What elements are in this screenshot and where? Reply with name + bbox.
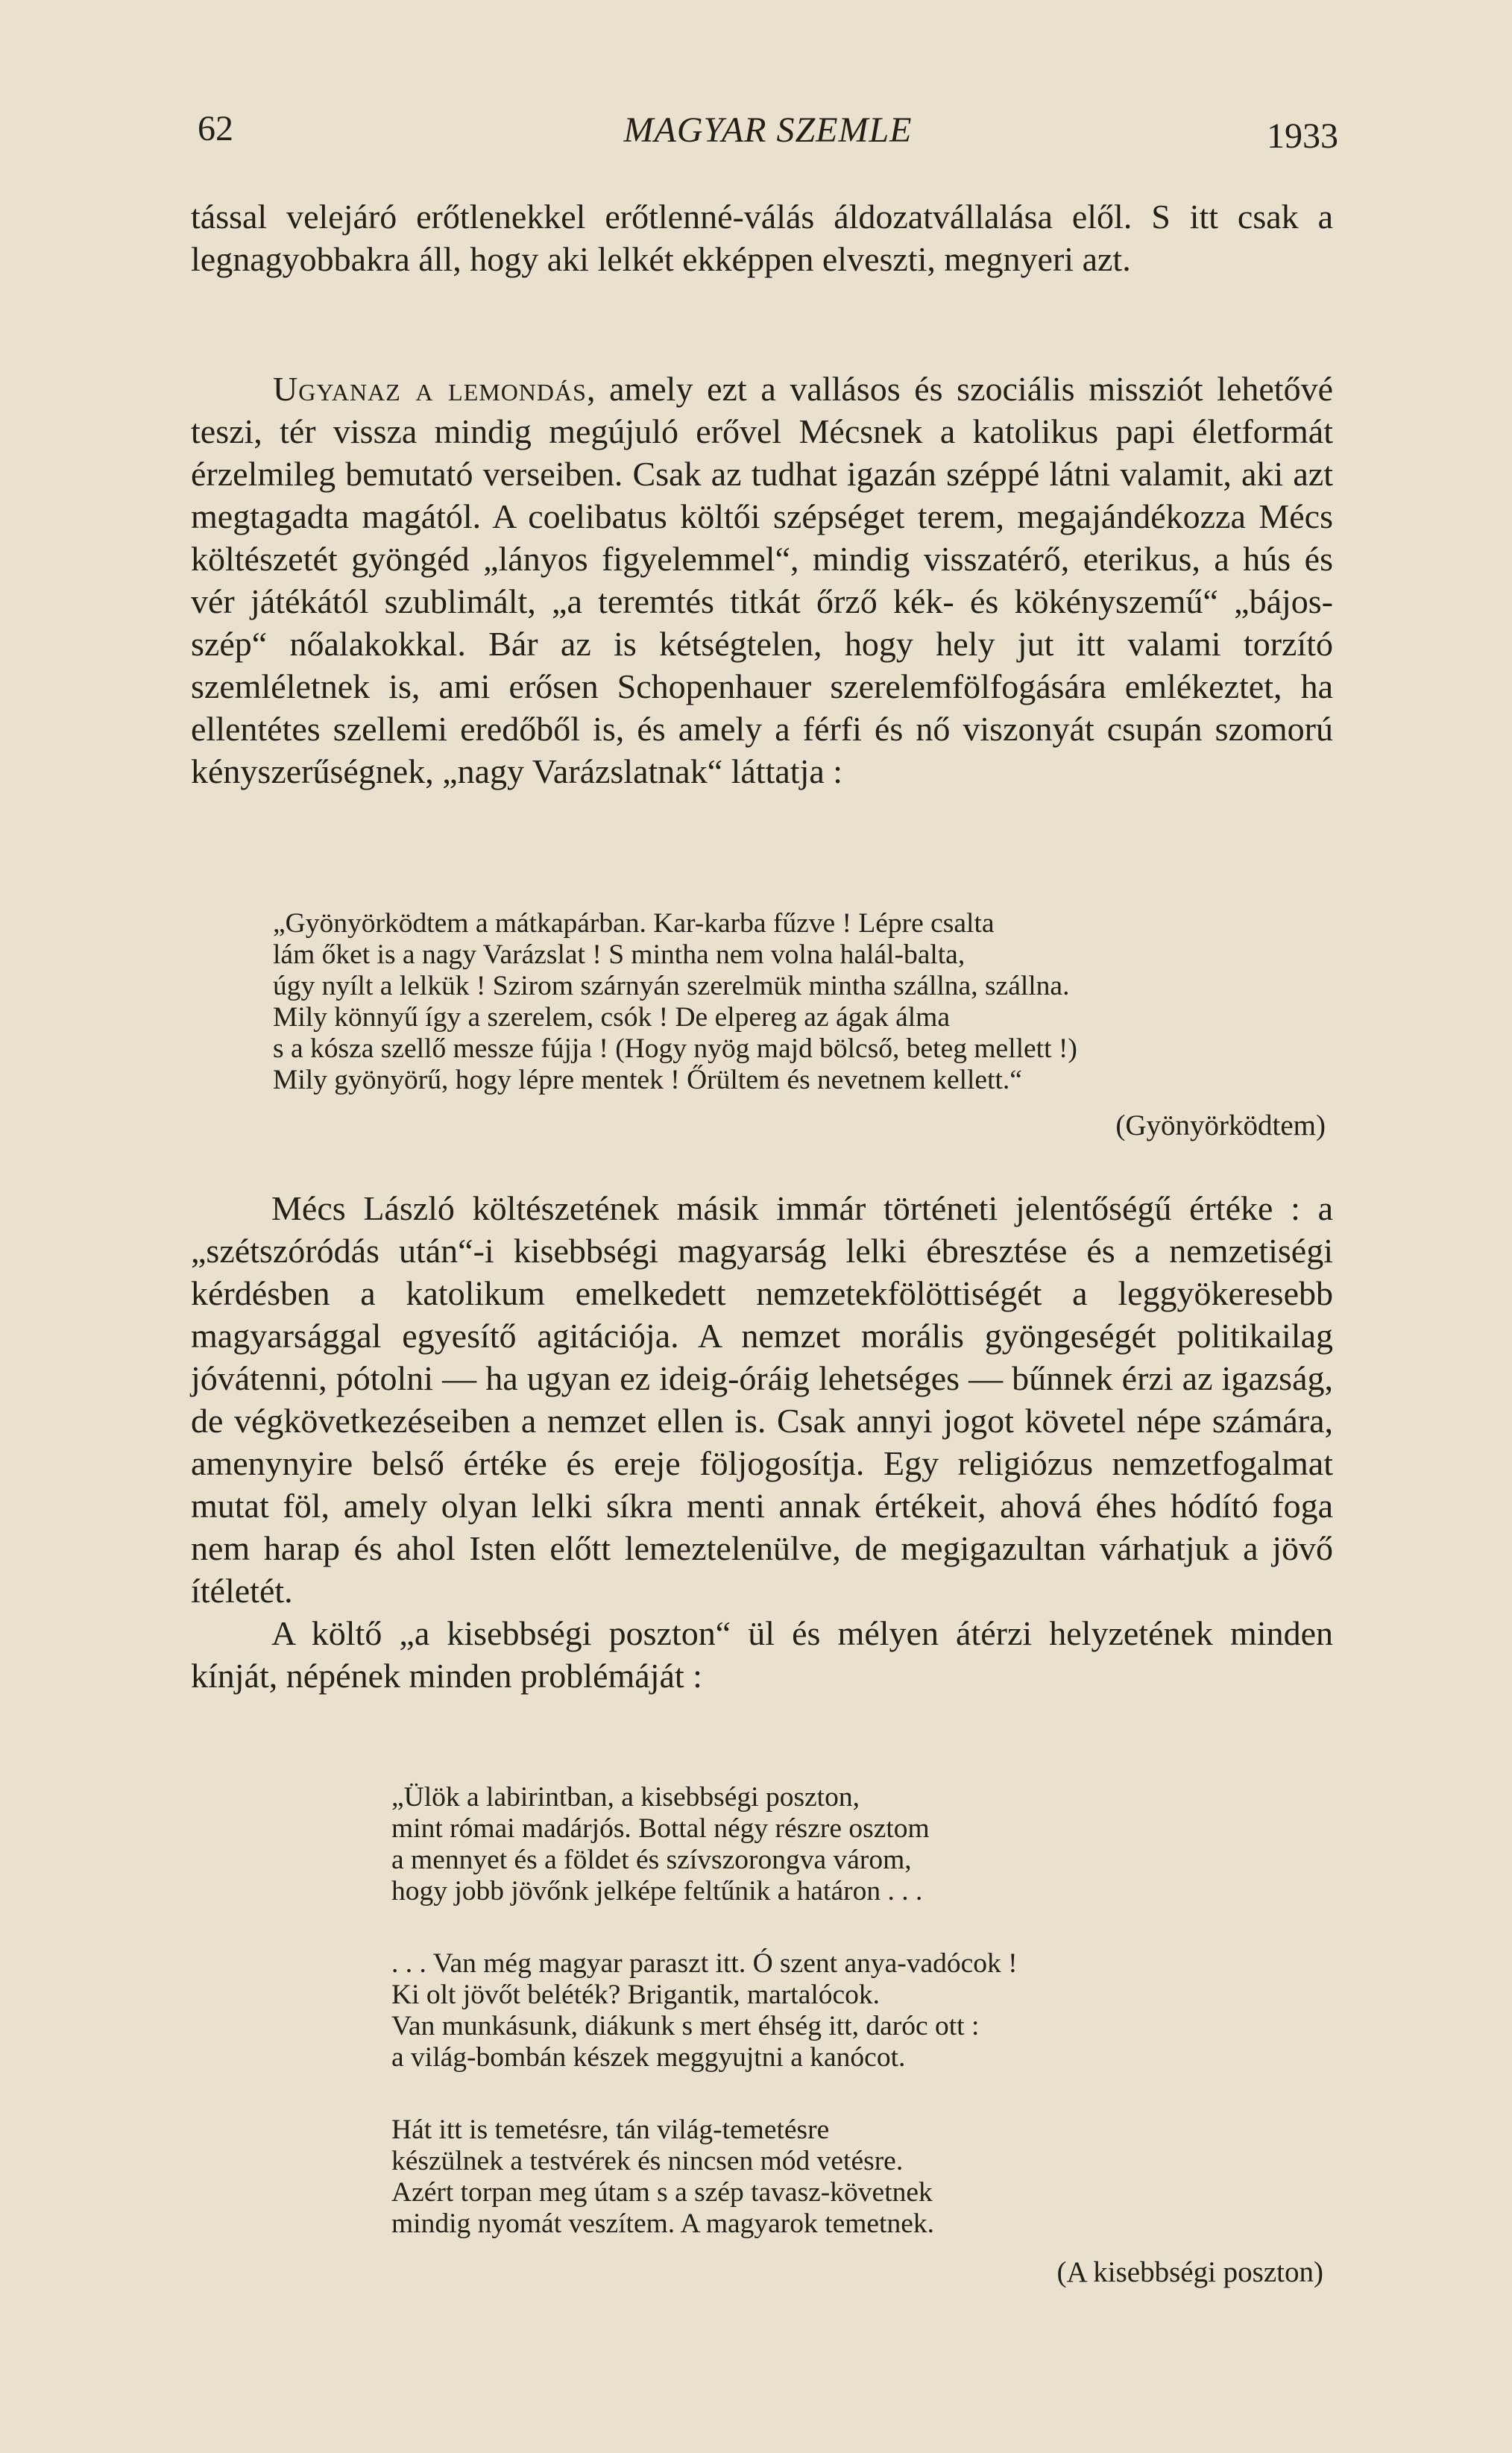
poem-2-line: a világ-bombán készek meggyujtni a kanócot. [391, 2042, 906, 2073]
paragraph-3 [191, 1187, 1333, 1697]
poem-1-line: lám őket is a nagy Varázslat ! S mintha nem volna halál-balta, [273, 939, 966, 970]
paragraph-3-part-1: Mécs László költészetének másik immár történeti jelentőségű értéke : a „szétszóródás után“-i kisebbségi magyarság lelki ébresztése és a nemzetiségi kérdésben a katolikum emelkedett nemzetekfölöttiségét a leggyökeresebb magyarsággal egyesítő agitációja. A nemzet morális gyöngeségét politikailag jóvátenni, pótolni — ha ugyan ez ideig-óráig lehetséges — bűnnek érzi az igazság, de végkövetkezéseiben a nemzet ellen is. Csak annyi jogot követel népe számára, amenynyire belső értéke és ereje följogosítja. Egy religiózus nemzetfogalmat mutat föl, amely olyan lelki síkra menti annak értékeit, ahová éhes hódító foga nem harap és ahol Isten előtt lemeztelenülve, de megigazultan várhatjuk a jövő ítéletét. [191, 1189, 1333, 1610]
year: 1933 [1267, 116, 1338, 156]
page-number: 62 [198, 109, 233, 148]
poem-2-line: Van munkásunk, diákunk s mert éhség itt, daróc ott : [391, 2011, 980, 2041]
paragraph-1: tással velejáró erőtlenekkel erőtlenné-válás áldozatvállalása elől. S itt csak a legnagyobbakra áll, hogy aki lelkét ekképpen elveszti, megnyeri azt. [191, 198, 1333, 278]
poem-2-line: készülnek a testvérek és nincsen mód vetésre. [391, 2146, 904, 2176]
poem-2-line: Hát itt is temetésre, tán világ-temetésre [391, 2115, 830, 2145]
paragraph-2-lead: Ugyanaz a lemondás [273, 370, 587, 408]
poem-1-line: „Gyönyörködtem a mátkapárban. Kar-karba fűzve ! Lépre csalta [273, 908, 995, 939]
poem-2-line: „Ülök a labirintban, a kisebbségi poszton, [391, 1782, 860, 1813]
poem-2-line: mindig nyomát veszítem. A magyarok temetnek. [391, 2208, 934, 2239]
paragraph-2-text: , amely ezt a vallásos és szociális missziót lehetővé teszi, tér vissza mindig megújuló erővel Mécsnek a katolikus papi életformát érzelmileg bemutató verseiben. Csak az tudhat igazán széppé látni valamit, aki azt megtagadta magától. A coelibatus költői szépséget terem, megajándékozza Mécs költészetét gyöngéd „lányos figyelemmel“, mindig visszatérő, eterikus, a hús és vér játékától szublimált, „a teremtés titkát őrző kék- és kökényszemű“ „bájos-szép“ nőalakokkal. Bár az is kétségtelen, hogy hely jut itt valami torzító szemléletnek is, ami erősen Schopenhauer szerelemfölfogására emlékeztet, ha ellentétes szellemi eredőből is, és amely a férfi és nő viszonyát csupán szomorú kényszerűségnek, „nagy Varázslatnak“ láttatja : [191, 370, 1333, 790]
poem-2-line: . . . Van még magyar paraszt itt. Ó szent anya-vadócok ! [391, 1948, 1018, 1979]
paragraph-2 [191, 368, 1333, 793]
poem-2-line: a mennyet és a földet és szívszorongva várom, [391, 1845, 912, 1875]
poem-2-line: Azért torpan meg útam s a szép tavasz-követnek [391, 2177, 933, 2208]
poem-2-stanza-3 [391, 2115, 934, 2240]
poem-1-line: Mily könnyű így a szerelem, csók ! De elpereg az ágak álma [273, 1002, 950, 1033]
poem-2-credit: (A kisebbségi poszton) [1056, 2256, 1323, 2288]
poem-1 [273, 908, 1077, 1096]
poem-2-stanza-1 [391, 1782, 930, 1907]
poem-1-line: s a kósza szellő messze fújja ! (Hogy nyög majd bölcső, beteg mellett !) [273, 1033, 1077, 1064]
poem-2-stanza-2 [391, 1948, 1018, 2073]
poem-1-line: úgy nyílt a lelkük ! Szirom szárnyán szerelmük mintha szállna, szállna. [273, 971, 1070, 1001]
poem-1-line: Mily gyönyörű, hogy lépre mentek ! Őrültem és nevetnem kellett.“ [273, 1065, 1022, 1095]
poem-1-credit: (Gyönyörködtem) [1115, 1109, 1326, 1142]
page-header [198, 108, 1338, 156]
poem-2-line: Ki olt jövőt beléték? Brigantik, martalócok. [391, 1980, 881, 2010]
paragraph-3-part-2: A költő „a kisebbségi poszton“ ül és mélyen átérzi helyzetének minden kínját, népének minden problémáját : [191, 1614, 1333, 1695]
poem-2-line: mint római madárjós. Bottal négy részre osztom [391, 1813, 930, 1844]
poem-2-line: hogy jobb jövőnk jelképe feltűnik a határon . . . [391, 1876, 923, 1906]
running-title: MAGYAR SZEMLE [623, 110, 913, 150]
